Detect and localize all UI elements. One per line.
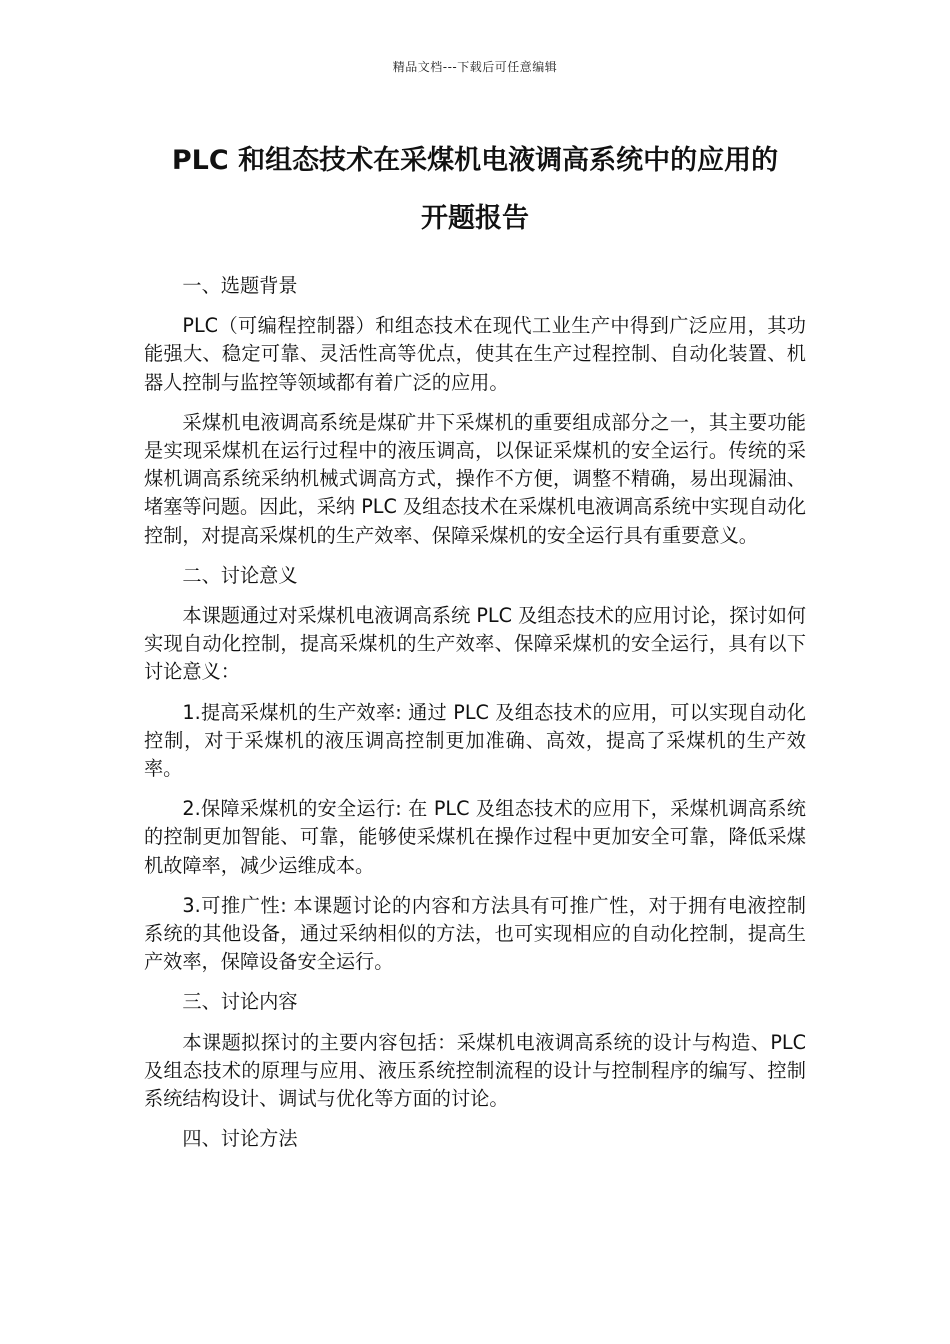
section-heading-content: 三、讨论内容 [182,990,298,1014]
document-body [144,272,806,1165]
paragraph: PLC（可编程控制器）和组态技术在现代工业生产中得到广泛应用，其功能强大、稳定可靠、灵活性高等优点，使其在生产过程控制、自动化装置、机器人控制与监控等领域都有着广泛的应用。 [144,314,806,394]
document-title-line-1: PLC 和组态技术在采煤机电液调高系统中的应用的 [171,145,779,176]
section-heading-significance: 二、讨论意义 [182,563,298,587]
list-item: 1.提高采煤机的生产效率: 通过 PLC 及组态技术的应用，可以实现自动化控制，对于采煤机的液压调高控制更加准确、高效，提高了采煤机的生产效率。 [144,700,806,781]
list-item: 3.可推广性: 本课题讨论的内容和方法具有可推广性，对于拥有电液控制系统的其他设备，通过采纳相似的方法，也可实现相应的自动化控制，提高生产效率，保障设备安全运行。 [144,893,806,974]
paragraph: 本课题拟探讨的主要内容包括：采煤机电液调高系统的设计与构造、PLC 及组态技术的原理与应用、液压系统控制流程的设计与控制程序的编写、控制系统结构设计、调试与优化等方面的讨论。 [144,1030,806,1111]
paragraph: 采煤机电液调高系统是煤矿井下采煤机的重要组成部分之一，其主要功能是实现采煤机在运行过程中的液压调高，以保证采煤机的安全运行。传统的采煤机调高系统采纳机械式调高方式，操作不方便，调整不精确，易出现漏油、堵塞等问题。因此，采纳 PLC 及组态技术在采煤机电液调高系统中实现自动化控制，对提高采煤机的生产效率、保障采煤机的安全运行具有重要意义。 [144,410,806,547]
list-item: 2.保障采煤机的安全运行: 在 PLC 及组态技术的应用下，采煤机调高系统的控制更加智能、可靠，能够使采煤机在操作过程中更加安全可靠，降低采煤机故障率，减少运维成本。 [144,797,806,877]
section-heading-background: 一、选题背景 [182,274,298,297]
document-title-line-2: 开题报告 [421,203,529,234]
paragraph: 本课题通过对采煤机电液调高系统 PLC 及组态技术的应用讨论，探讨如何实现自动化控制，提高采煤机的生产效率、保障采煤机的安全运行，具有以下讨论意义： [144,604,806,684]
header-note: 精品文档---下载后可任意编辑 [392,60,558,74]
section-heading-method: 四、讨论方法 [182,1127,298,1151]
